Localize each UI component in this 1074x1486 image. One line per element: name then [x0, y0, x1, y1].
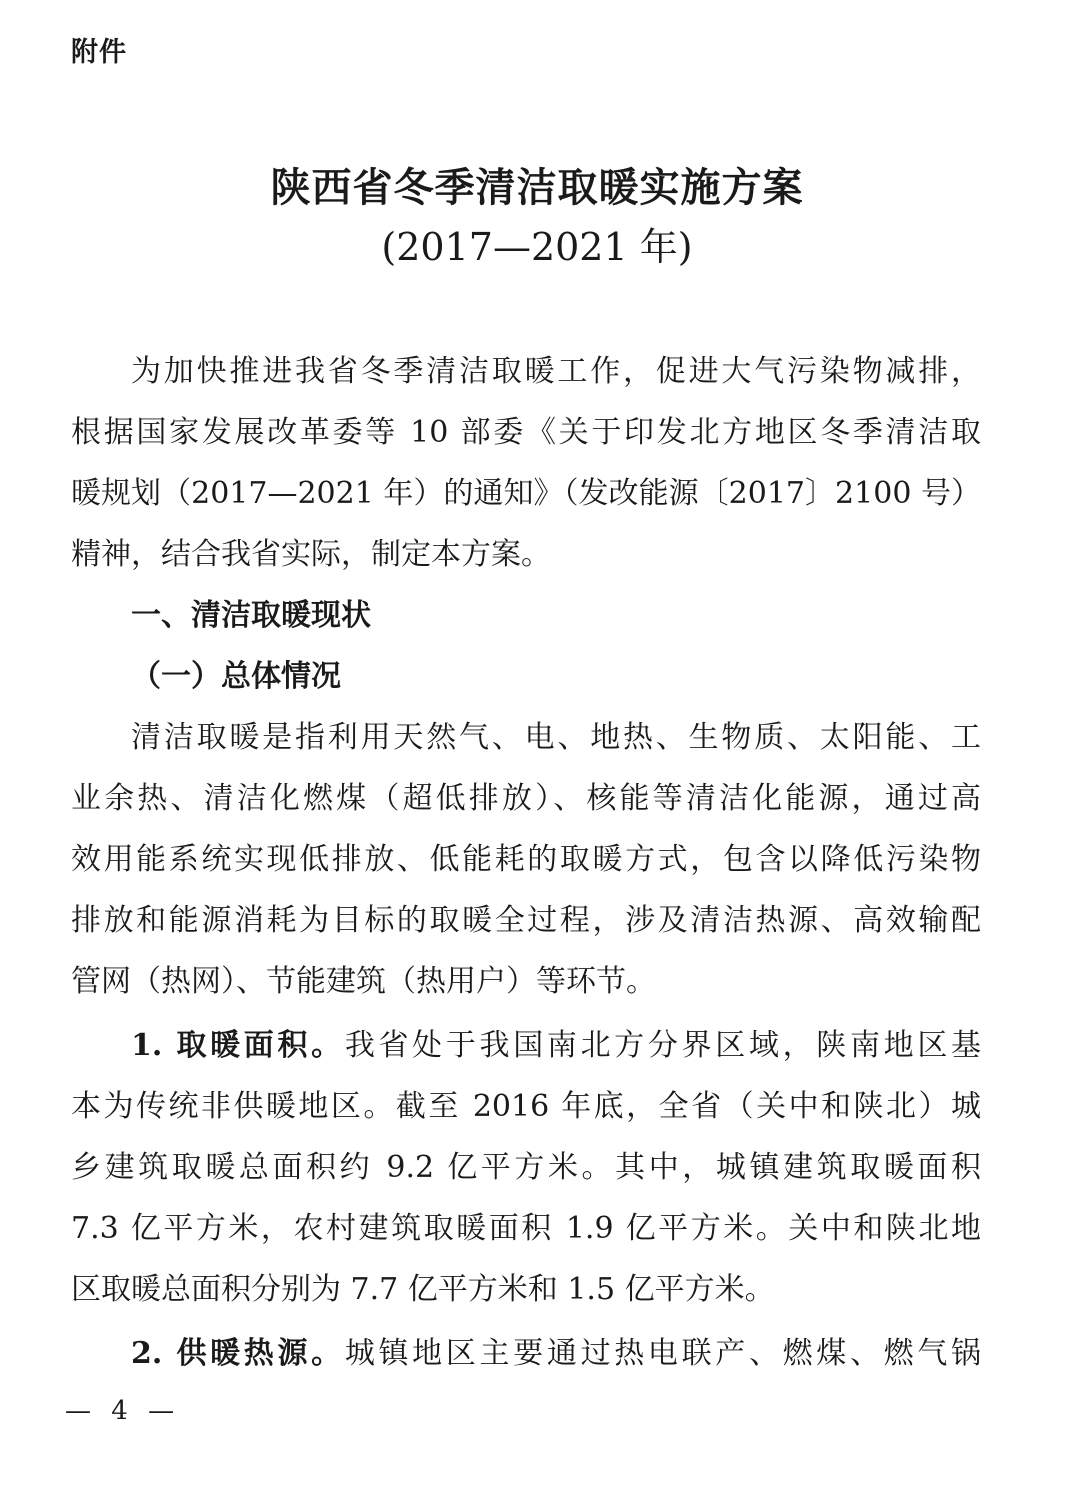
item-lead: 2. 供暖热源。 [131, 1336, 345, 1371]
item-line: 乡建筑取暖总面积约 9.2 亿平方米。其中，城镇建筑取暖面积 [71, 1150, 981, 1185]
overview-line: 排放和能源消耗为目标的取暖全过程，涉及清洁热源、高效输配 [71, 903, 981, 938]
intro-line: 精神，结合我省实际，制定本方案。 [71, 537, 551, 572]
intro-line: 暖规划（2017—2021 年）的通知》（发改能源〔2017〕2100 号） [71, 476, 981, 511]
page-number: — 4 — [65, 1396, 181, 1426]
attachment-label: 附件 [71, 37, 127, 68]
item-line [71, 1026, 981, 1066]
overview-line: 业余热、清洁化燃煤（超低排放）、核能等清洁化能源，通过高 [71, 781, 981, 816]
intro-line: 根据国家发展改革委等 10 部委《关于印发北方地区冬季清洁取 [71, 415, 981, 450]
item-lead: 1. 取暖面积。 [131, 1028, 345, 1063]
subsection-heading: （一）总体情况 [131, 659, 341, 694]
item-line: 7.3 亿平方米，农村建筑取暖面积 1.9 亿平方米。关中和陕北地 [71, 1211, 981, 1246]
item-text: 城镇地区主要通过热电联产、燃煤、燃气锅 [344, 1336, 982, 1371]
document-title: 陕西省冬季清洁取暖实施方案 [270, 164, 804, 211]
item-line: 本为传统非供暖地区。截至 2016 年底，全省（关中和陕北）城 [71, 1089, 981, 1124]
item-text: 我省处于我国南北方分界区域，陕南地区基 [344, 1028, 982, 1063]
overview-line: 清洁取暖是指利用天然气、电、地热、生物质、太阳能、工 [131, 720, 981, 755]
overview-line: 管网（热网）、节能建筑（热用户）等环节。 [71, 964, 656, 999]
item-line: 区取暖总面积分别为 7.7 亿平方米和 1.5 亿平方米。 [71, 1272, 775, 1307]
overview-line: 效用能系统实现低排放、低能耗的取暖方式，包含以降低污染物 [71, 842, 981, 877]
intro-line: 为加快推进我省冬季清洁取暖工作，促进大气污染物减排， [131, 354, 981, 389]
document-subtitle: (2017—2021 年) [381, 225, 693, 269]
item-line [71, 1334, 981, 1374]
section-heading: 一、清洁取暖现状 [131, 598, 371, 633]
